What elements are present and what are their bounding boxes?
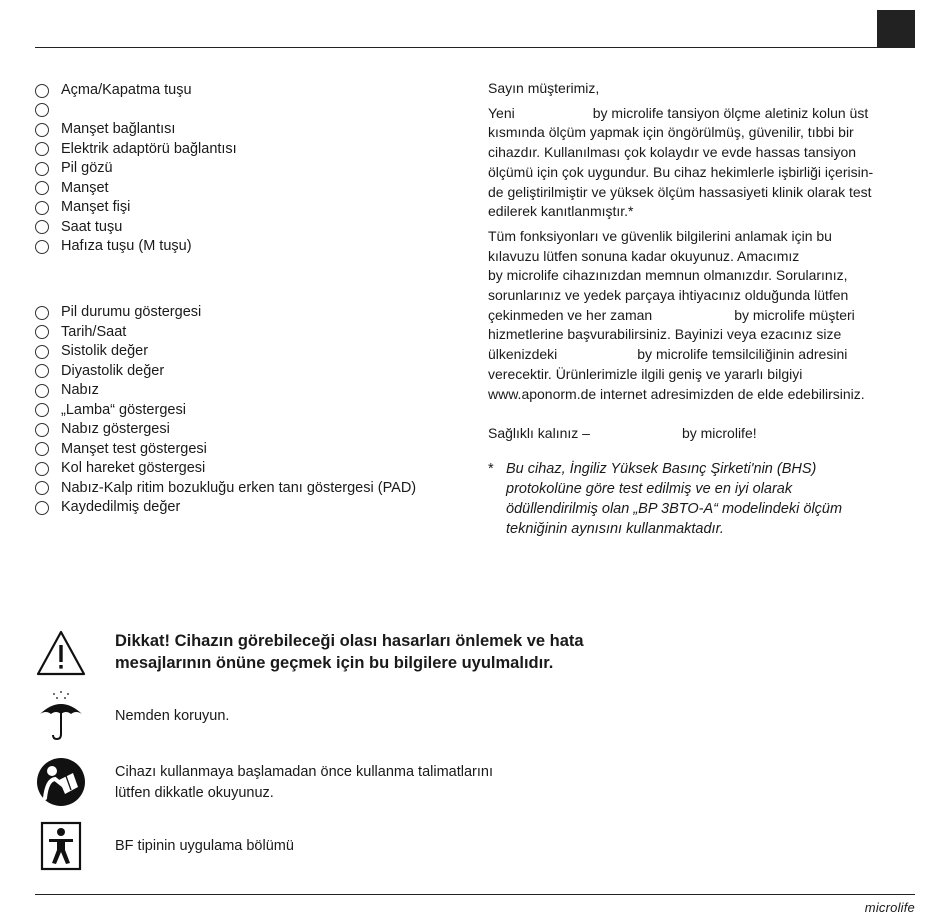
list-item: Nabız-Kalp ritim bozukluğu erken tanı göstergesi (PAD) [35,479,416,499]
warning-triangle-icon [35,628,87,680]
bullet-circle-icon [35,403,49,417]
letter-line: www.aponorm.de internet adresimizden de elde edebilirsiniz. [488,385,865,402]
list-item: Pil durumu göstergesi [35,303,416,323]
letter-line: hizmetlerine başvurabilirsiniz. Bayinizi veya ezacınız size [488,326,842,343]
bullet-circle-icon [35,345,49,359]
bullet-circle-icon [35,462,49,476]
bullet-circle-icon [35,201,49,215]
bullet-circle-icon [35,423,49,437]
list-item: Açma/Kapatma tuşu [35,81,237,101]
list-item: Kaydedilmiş değer [35,498,416,518]
page-corner-tab [877,10,915,48]
list-item: Hafıza tuşu (M tuşu) [35,237,237,257]
device-parts-list [35,81,237,257]
bullet-circle-icon [35,103,49,117]
microlife-logo: microlife [864,900,915,915]
footer-rule [35,894,915,895]
warning-row [35,756,493,808]
bullet-circle-icon [35,306,49,320]
list-item: Elektrik adaptörü bağlantısı [35,140,237,160]
umbrella-icon [35,690,87,742]
warning-text: BF tipinin uygulama bölümü [115,838,294,854]
list-item: Kol hareket göstergesi [35,459,416,479]
letter-line: kısmında ölçüm yapmak için öngörülmüş, güvenilir, tıbbi bir [488,124,854,141]
bullet-circle-icon [35,442,49,456]
letter-line: kılavuzu lütfen sonuna kadar okuyunuz. Amacımız [488,247,800,264]
letter-closing: Sağlıklı kalınız – by microlife! [488,425,757,442]
letter-line: Yeni by microlife tansiyon ölçme aletiniz kolun üst [488,104,869,121]
list-item: Pil gözü [35,159,237,179]
list-item: Manşet fişi [35,198,237,218]
display-parts-list [35,303,416,518]
letter-line: ülkenizdeki by microlife temsilciliğinin adresini [488,346,848,363]
list-item: Saat tuşu [35,218,237,238]
bullet-circle-icon [35,84,49,98]
letter-line: edilerek kanıtlanmıştır.* [488,203,634,220]
list-item: Manşet test göstergesi [35,440,416,460]
letter-line: de geliştirilmiştir ve yüksek ölçüm hassasiyeti klinik olarak test [488,183,872,200]
letter-line: cihazdır. Kullanılması çok kolaydır ve evde hassas tansiyon [488,144,857,161]
bullet-circle-icon [35,142,49,156]
warning-text: Cihazı kullanmaya başlamadan önce kullanma talimatlarını lütfen dikkatle okuyunuz. [115,764,493,801]
letter-footnote: * Bu cihaz, İngiliz Yüksek Basınç Şirketi'nin (BHS) protokolüne göre test edilmiş ve en iyi olarak ödüllendirilmiş olan „BP 3BTO-A“ modelindeki ölçüm tekniğinin aynısını kullanmaktadır. [488,460,843,537]
list-item: „Lamba“ göstergesi [35,401,416,421]
bullet-circle-icon [35,123,49,137]
list-item: Diyastolik değer [35,362,416,382]
bullet-circle-icon [35,162,49,176]
letter-line: çekinmeden ve her zaman by microlife müşteri [488,306,855,323]
customer-letter [488,79,918,539]
list-item: Sistolik değer [35,342,416,362]
bullet-circle-icon [35,501,49,515]
bullet-circle-icon [35,325,49,339]
list-item: Manşet bağlantısı [35,120,237,140]
bullet-circle-icon [35,364,49,378]
letter-line: by microlife cihazınızdan memnun olmanızdır. Sorularınız, [488,267,848,284]
letter-line: verecektir. Ürünlerimizle ilgili geniş ve yararlı bilgiyi [488,365,803,382]
list-item: Nabız göstergesi [35,420,416,440]
list-item: Nabız [35,381,416,401]
letter-line: sorunlarınız ve yedek parçaya ihtiyacınız olduğunda lütfen [488,287,849,304]
bullet-circle-icon [35,181,49,195]
list-item [35,101,237,121]
warning-row [35,820,294,872]
list-item: Manşet [35,179,237,199]
letter-line: Tüm fonksiyonları ve güvenlik bilgilerini anlamak için bu [488,227,832,244]
warning-row [35,690,230,742]
warning-text: Dikkat! Cihazın görebileceği olası hasarları önlemek ve hata mesajlarının önüne geçmek için bu bilgilere uyulmalıdır. [115,632,584,672]
bf-type-icon [35,820,87,872]
header-rule [35,47,915,48]
letter-line: ölçümü için çok uygundur. Bu cihaz hekimlerle işbirliği içerisin- [488,163,874,180]
warning-text: Nemden koruyun. [115,708,230,724]
list-item: Tarih/Saat [35,323,416,343]
warning-row [35,628,584,680]
read-manual-icon [35,756,87,808]
bullet-circle-icon [35,481,49,495]
letter-greeting: Sayın müşterimiz, [488,80,600,96]
bullet-circle-icon [35,240,49,254]
bullet-circle-icon [35,384,49,398]
bullet-circle-icon [35,220,49,234]
